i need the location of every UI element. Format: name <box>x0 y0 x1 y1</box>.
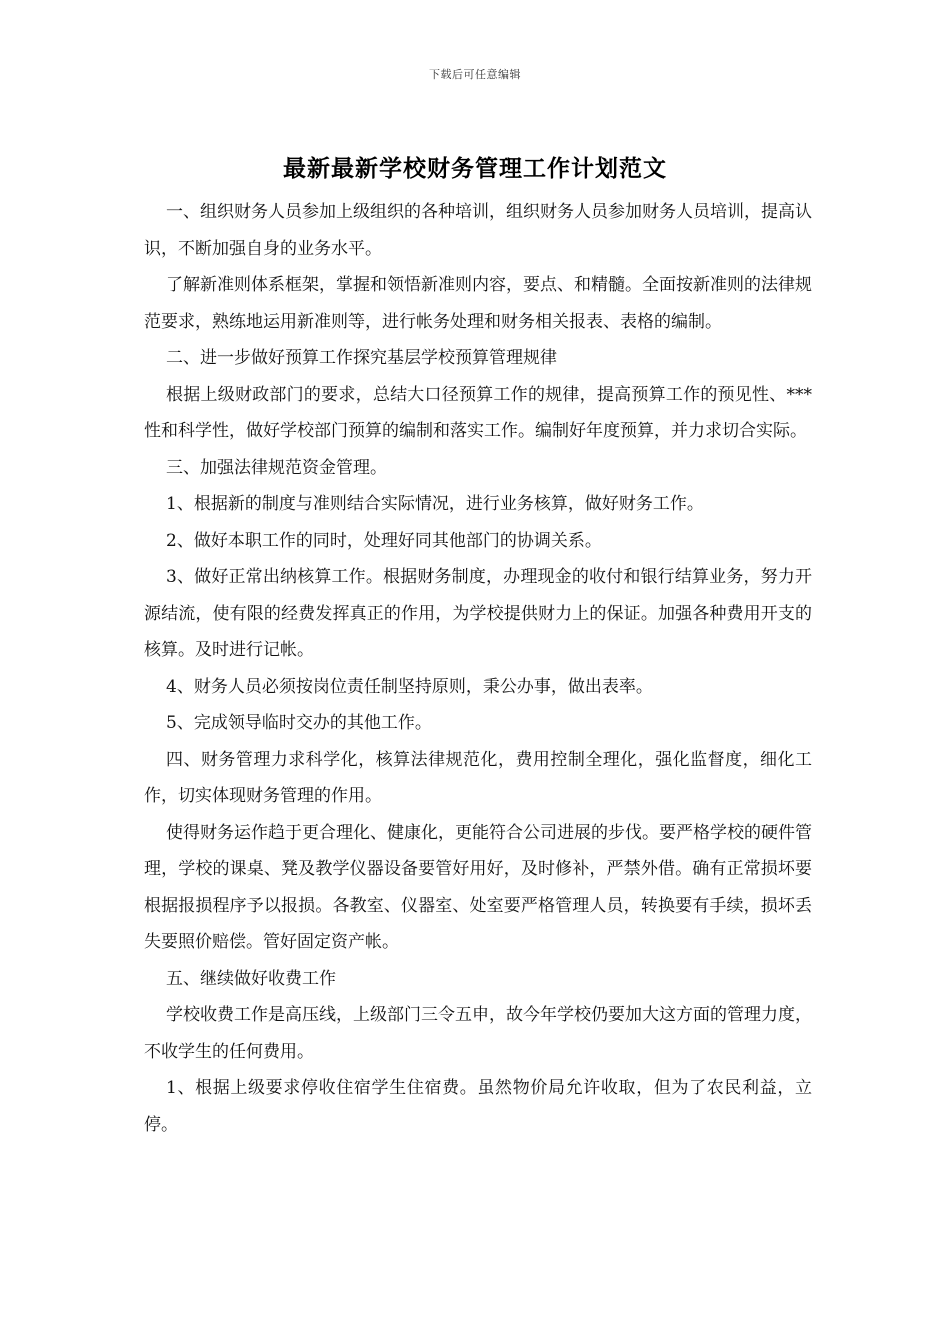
paragraph-fee-policy: 学校收费工作是高压线，上级部门三令五申，故今年学校仍要加大这方面的管理力度，不收学生的任何费用。 <box>144 1005 812 1062</box>
paragraph-item-2: 2、做好本职工作的同时，处理好同其他部门的协调关系。 <box>166 530 602 551</box>
paragraph-section-3-heading: 三、加强法律规范资金管理。 <box>166 457 387 478</box>
document-title: 最新最新学校财务管理工作计划范文 <box>283 155 667 182</box>
paragraph-section-1-heading: 一、组织财务人员参加上级组织的各种培训，组织财务人员参加财务人员培训，提高认识，不断加强自身的业务水平。 <box>144 202 812 259</box>
paragraph-new-standards: 了解新准则体系框架，掌握和领悟新准则内容，要点、和精髓。全面按新准则的法律规范要求，熟练地运用新准则等，进行帐务处理和财务相关报表、表格的编制。 <box>144 275 812 332</box>
paragraph-fee-item-1: 1、根据上级要求停收住宿学生住宿费。虽然物价局允许收取，但为了农民利益，立停。 <box>144 1078 812 1135</box>
paragraph-section-5-heading: 五、继续做好收费工作 <box>166 968 336 989</box>
paragraph-section-2-heading: 二、进一步做好预算工作探究基层学校预算管理规律 <box>166 348 557 368</box>
paragraph-item-3: 3、做好正常出纳核算工作。根据财务制度，办理现金的收付和银行结算业务，努力开源结流，使有限的经费发挥真正的作用，为学校提供财力上的保证。加强各种费用开支的核算。及时进行记帐。 <box>144 567 812 660</box>
paragraph-item-1: 1、根据新的制度与准则结合实际情况，进行业务核算，做好财务工作。 <box>166 494 704 514</box>
paragraph-item-5: 5、完成领导临时交办的其他工作。 <box>166 713 432 733</box>
header-note: 下载后可任意编辑 <box>429 68 521 81</box>
paragraph-asset-management: 使得财务运作趋于更合理化、健康化，更能符合公司进展的步伐。要严格学校的硬件管理，学校的课桌、凳及教学仪器设备要管好用好，及时修补，严禁外借。确有正常损坏要根据报损程序予以报损。各教室、仪器室、处室要严格管理人员，转换要有手续，损坏丢失要照价赔偿。管好固定资产帐。 <box>144 822 812 952</box>
paragraph-item-4: 4、财务人员必须按岗位责任制坚持原则，秉公办事，做出表率。 <box>166 676 653 697</box>
paragraph-budget: 根据上级财政部门的要求，总结大口径预算工作的规律，提高预算工作的预见性、***性和科学性，做好学校部门预算的编制和落实工作。编制好年度预算，并力求切合实际。 <box>144 384 812 441</box>
paragraph-section-4-heading: 四、财务管理力求科学化，核算法律规范化，费用控制全理化，强化监督度，细化工作，切实体现财务管理的作用。 <box>144 749 812 806</box>
document-body <box>144 194 812 1143</box>
